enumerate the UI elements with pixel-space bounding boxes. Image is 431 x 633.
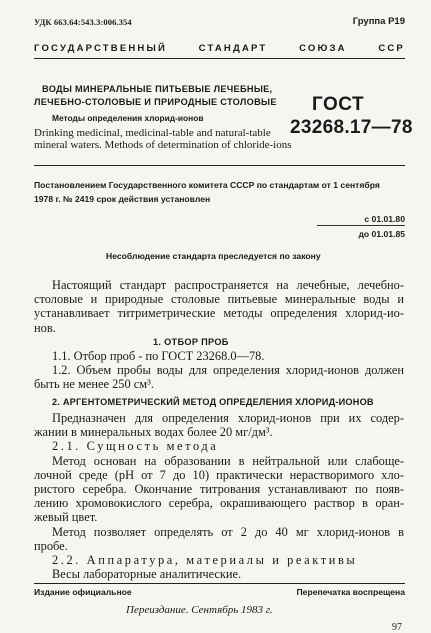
footer-divider: [34, 583, 405, 584]
purpose-line: Предназначен для определения хлорид-ионов при их содер-: [52, 411, 404, 425]
gost-number: 23268.17—78: [290, 117, 413, 138]
top-divider: [34, 58, 405, 59]
group-code: Группа Р19: [352, 16, 405, 27]
valid-from: с 01.01.80: [364, 214, 405, 224]
section-1-heading: 1. ОТБОР ПРОБ: [153, 337, 229, 347]
essence-line: лочной среде (pH от 7 до 10) практически нерастворимого хло-: [34, 467, 404, 482]
essence-line: лению хромовокислого серебра, окрашивающего раствор в оран-: [34, 496, 404, 511]
title-methods: Методы определения хлорид-ионов: [52, 113, 204, 123]
equipment-line: Весы лабораторные аналитические.: [52, 567, 242, 582]
valid-to: до 01.01.85: [358, 229, 405, 239]
english-title-line-2: mineral waters. Methods of determination of chloride-ions: [34, 139, 292, 151]
intro-paragraph: [34, 278, 404, 335]
section-1-body: [34, 349, 404, 392]
section-1-line: 1.2. Объем пробы воды для определения хлорид-ионов должен: [52, 363, 404, 378]
intro-line: столовые и природные столовые питьевые минеральные воды и: [34, 292, 404, 307]
section-1-line: быть не менее 250 см³.: [34, 377, 154, 392]
page-number: 97: [392, 622, 402, 633]
intro-line: нов.: [34, 320, 56, 335]
banner-word-1: ГОСУДАРСТВЕННЫЙ: [34, 42, 168, 54]
banner-word-4: ССР: [378, 42, 405, 54]
subsection-2-2-heading: 2.2. Аппаратура, материалы и реактивы: [52, 553, 358, 568]
banner-word-2: СТАНДАРТ: [198, 42, 268, 54]
official-edition-label: Издание официальное: [34, 587, 132, 597]
section-2-body: [34, 411, 404, 581]
intro-line: Настоящий стандарт распространяется на лечебные, лечебно-: [52, 278, 404, 292]
intro-line: устанавливает титриметрические методы определения хлорид-ио-: [34, 306, 404, 321]
standard-banner: [34, 41, 405, 55]
legal-warning: Несоблюдение стандарта преследуется по закону: [106, 251, 321, 261]
range-line: Метод позволяет определять от 2 до 40 мг хлорид-ионов в: [52, 524, 404, 539]
purpose-line: жании в минеральных водах более 20 мг/дм³.: [34, 425, 273, 440]
validity-divider: [317, 225, 405, 226]
section-1-line: 1.1. Отбор проб - по ГОСТ 23268.0—78.: [52, 349, 265, 363]
udk-code: УДК 663.64:543.3:006.354: [34, 17, 132, 27]
essence-line: жевый цвет.: [34, 510, 98, 525]
reprint-prohibited-label: Перепечатка воспрещена: [296, 587, 405, 597]
essence-line: ристого серебра. Окончание титрования устанавливают по появ-: [34, 482, 404, 497]
gost-label: ГОСТ: [312, 94, 365, 115]
english-title-line-1: Drinking medicinal, medicinal-table and natural-table: [34, 127, 271, 139]
decree-line-1: Постановлением Государственного комитета СССР по стандартам от 1 сентября: [34, 180, 380, 190]
banner-word-3: СОЮЗА: [299, 42, 347, 54]
decree-line-2: 1978 г. № 2419 срок действия установлен: [34, 194, 211, 204]
subsection-2-1-heading: 2.1. Сущность метода: [52, 439, 219, 454]
section-2-heading: 2. АРГЕНТОМЕТРИЧЕСКИЙ МЕТОД ОПРЕДЕЛЕНИЯ ХЛОРИД-ИОНОВ: [52, 397, 374, 407]
reissue-note: Переиздание. Сентябрь 1983 г.: [126, 604, 273, 616]
title-line-1: ВОДЫ МИНЕРАЛЬНЫЕ ПИТЬЕВЫЕ ЛЕЧЕБНЫЕ,: [42, 84, 273, 94]
essence-line: Метод основан на образовании в нейтральной или слабоще-: [52, 453, 404, 468]
middle-divider: [34, 165, 405, 166]
title-line-2: ЛЕЧЕБНО-СТОЛОВЫЕ И ПРИРОДНЫЕ СТОЛОВЫЕ: [34, 97, 277, 107]
range-line: пробе.: [34, 538, 68, 553]
